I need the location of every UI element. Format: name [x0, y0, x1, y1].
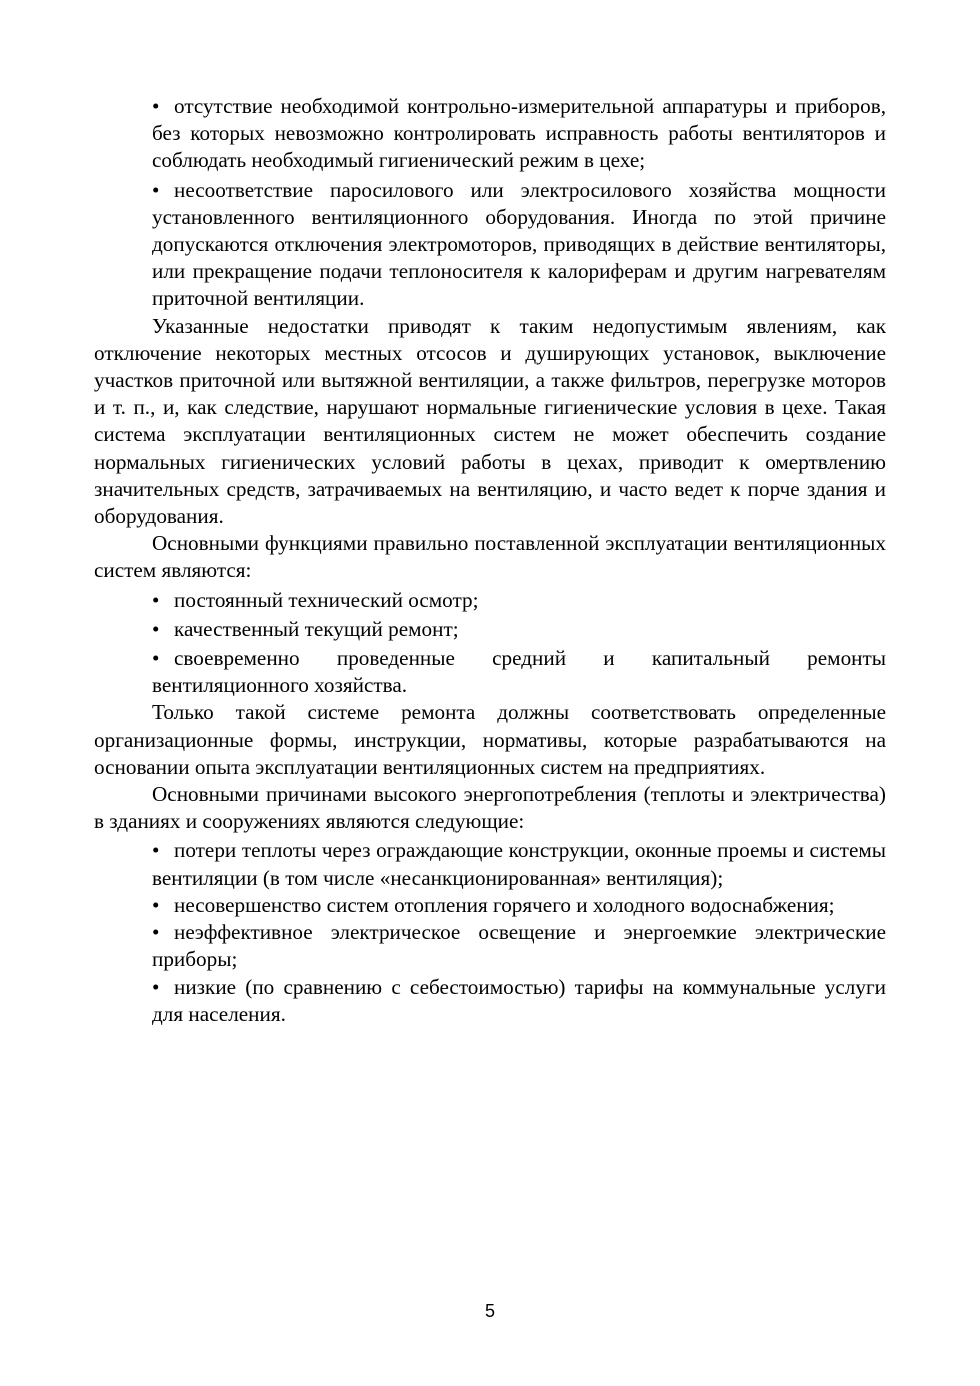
- bullet-item: [152, 892, 886, 919]
- bullet-icon: •: [152, 616, 160, 641]
- page-number: 5: [484, 1301, 495, 1321]
- bullet-text: неэффективное электрическое освещение и энергоемкие электрические приборы;: [152, 920, 886, 972]
- document-body: [94, 93, 886, 1028]
- bullet-icon: •: [152, 587, 160, 612]
- bullet-icon: •: [152, 646, 160, 671]
- bullet-item: [152, 919, 886, 973]
- bullet-item: [152, 974, 886, 1028]
- paragraph: Указанные недостатки приводят к таким недопустимым явлениям, как отключение некоторых местных отсосов и душирующих установок, выключение участков приточной или вытяжной вентиляции, а также фильтров, перегрузке моторов и т. п., и, как следствие, нарушают нормальные гигиенические условия в цехе. Такая система эксплуатации вентиляционных систем не может обеспечить создание нормальных гигиенических условий работы в цехах, приводит к омертвлению значительных средств, затрачиваемых на вентиляцию, и часто ведет к порче здания и оборудования.: [94, 313, 886, 529]
- bullet-text: своевременно проведенные средний и капитальный ремонты вентиляционного хозяйства.: [152, 646, 886, 698]
- bullet-text: качественный текущий ремонт;: [174, 616, 459, 641]
- bullet-text: несовершенство систем отопления горячего и холодного водоснабжения;: [174, 892, 835, 917]
- bullet-icon: •: [152, 892, 160, 917]
- bullet-text: постоянный технический осмотр;: [174, 587, 479, 612]
- paragraph: Основными причинами высокого энергопотребления (теплоты и электричества) в зданиях и сооружениях являются следующие:: [94, 782, 886, 834]
- bullet-item: [152, 616, 886, 643]
- bullet-text: несоответствие паросилового или электросилового хозяйства мощности установленного вентиляционного оборудования. Иногда по этой причине допускаются отключения электромоторов, приводящих в действие вентиляторы, или прекращение подачи теплоносителя к калориферам и другим нагревателям приточной вентиляции.: [152, 177, 886, 311]
- bullet-icon: •: [152, 838, 160, 863]
- bullet-text: низкие (по сравнению с себестоимостью) тарифы на коммунальные услуги для населения.: [152, 974, 886, 1026]
- bullet-item: [152, 645, 886, 699]
- bullet-item: [152, 93, 886, 175]
- bullet-item: [152, 587, 886, 614]
- bullet-icon: •: [152, 974, 160, 999]
- bullet-item: [152, 837, 886, 891]
- bullet-icon: •: [152, 177, 160, 202]
- bullet-text: потери теплоты через ограждающие конструкции, оконные проемы и системы вентиляции (в том числе «несанкционированная» вентиляция);: [152, 838, 886, 890]
- paragraph: Только такой системе ремонта должны соответствовать определенные организационные формы, инструкции, нормативы, которые разрабатываются на основании опыта эксплуатации вентиляционных систем на предприятиях.: [94, 700, 886, 779]
- bullet-icon: •: [152, 94, 160, 118]
- paragraph: Основными функциями правильно поставленной эксплуатации вентиляционных систем являются:: [94, 531, 886, 583]
- bullet-text: отсутствие необходимой контрольно-измерительной аппаратуры и приборов, без которых невозможно контролировать исправность работы вентиляторов и соблюдать необходимый гигиенический режим в цехе;: [152, 94, 886, 173]
- bullet-icon: •: [152, 920, 160, 945]
- bullet-item: [152, 177, 886, 313]
